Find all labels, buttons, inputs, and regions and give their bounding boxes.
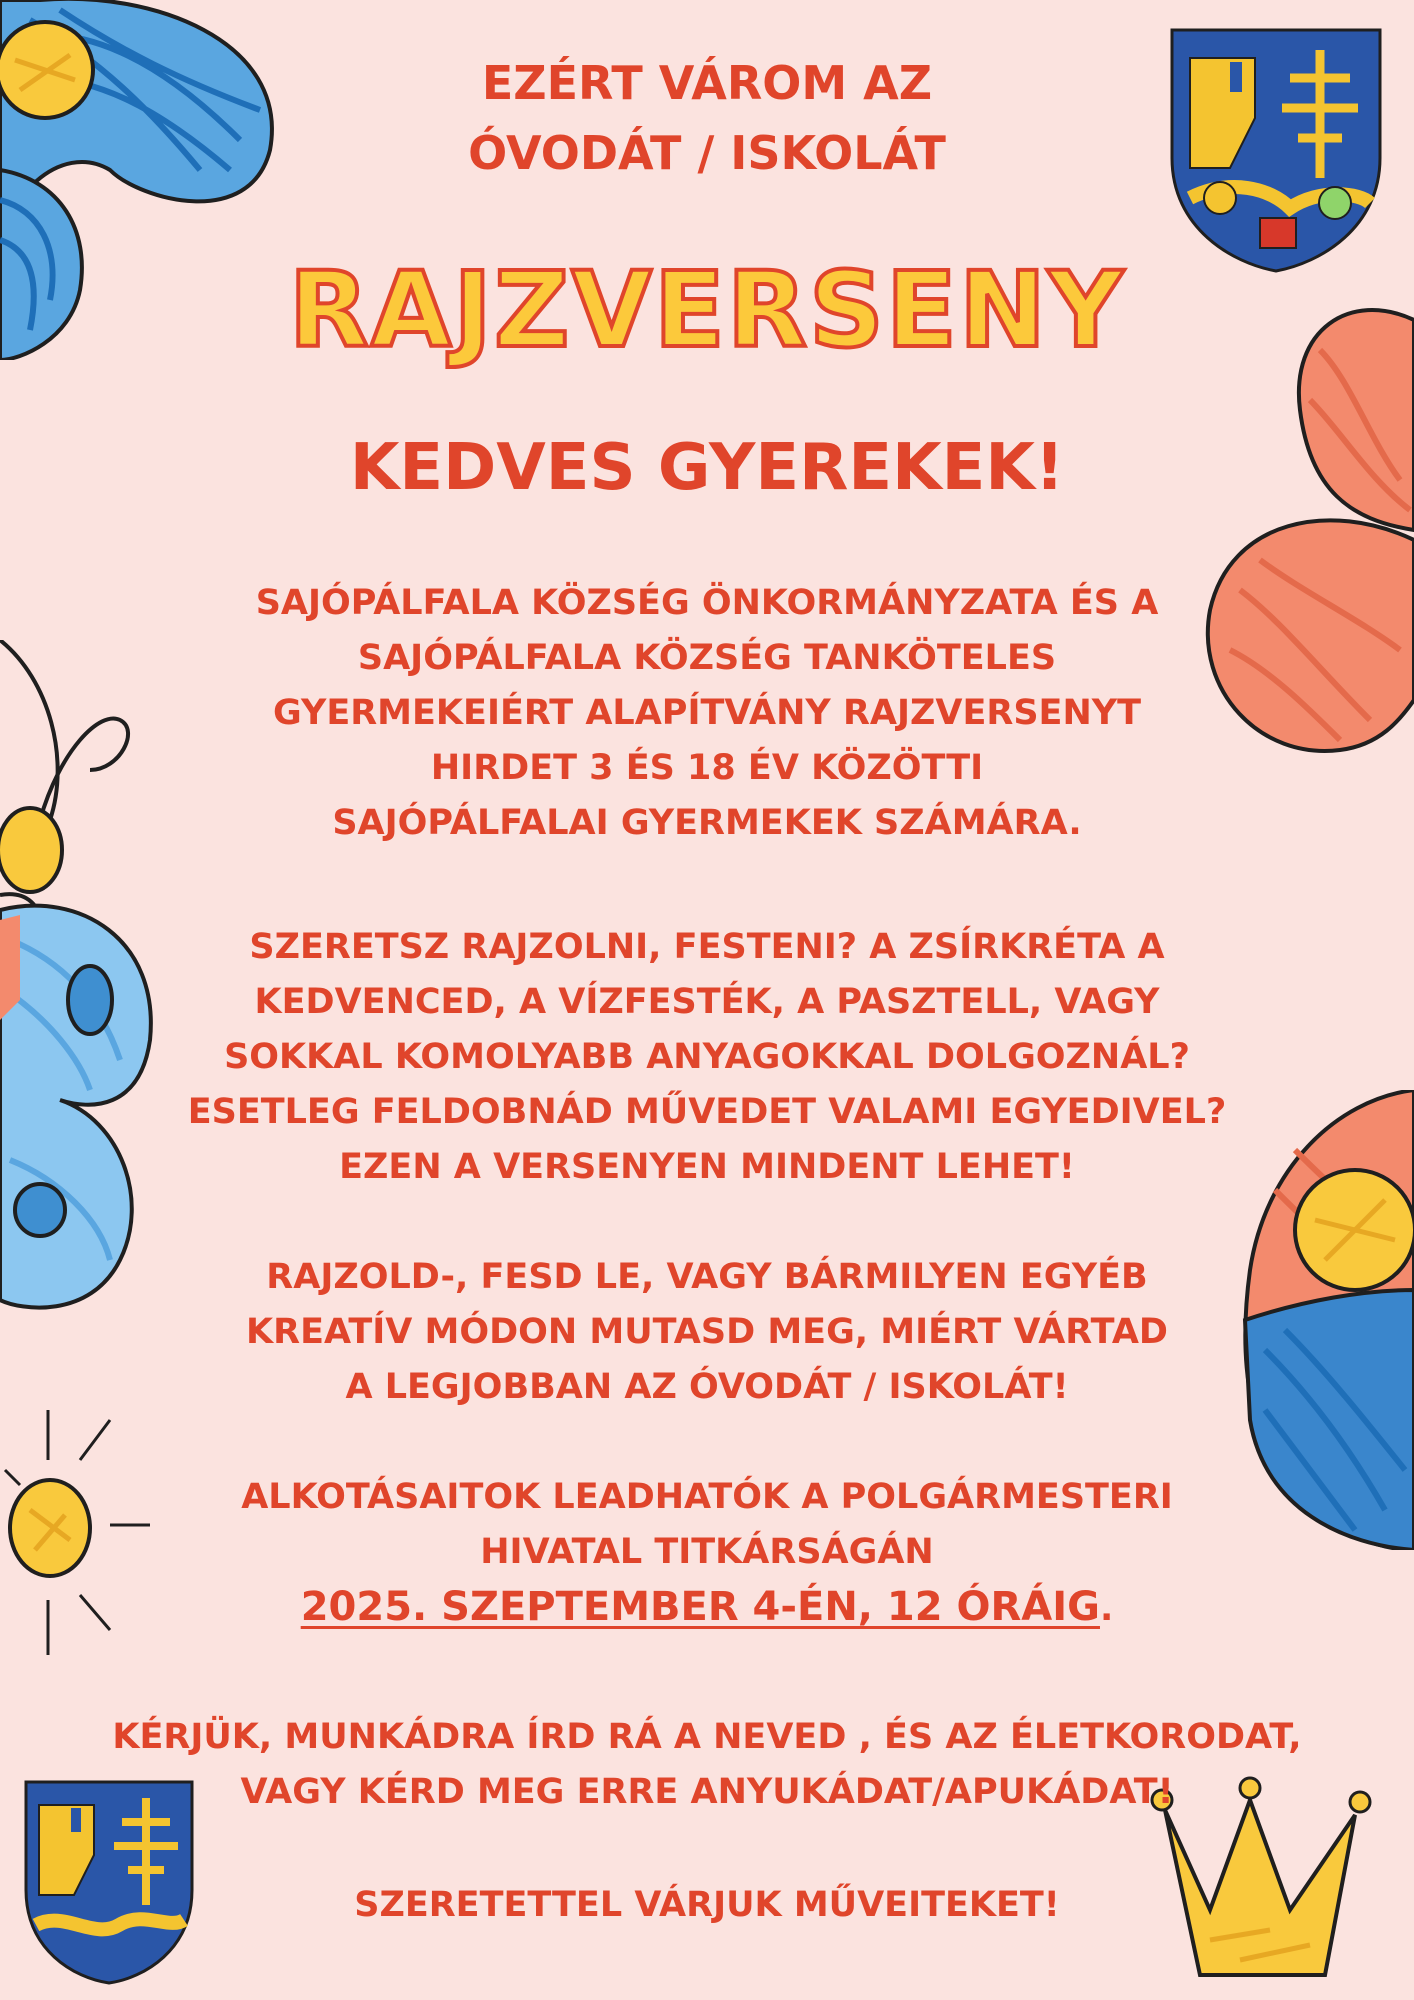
paragraph-line: EZEN A VERSENYEN MINDENT LEHET!	[339, 1147, 1075, 1187]
deadline-line	[0, 1580, 1414, 1637]
paragraph-line: VAGY KÉRD MEG ERRE ANYUKÁDAT/APUKÁDAT!	[240, 1772, 1174, 1812]
header-title	[0, 48, 1414, 188]
paragraph-line: SOKKAL KOMOLYABB ANYAGOKKAL DOLGOZNÁL?	[224, 1037, 1190, 1077]
question-paragraph	[0, 920, 1414, 1195]
intro-paragraph	[0, 576, 1414, 851]
paragraph-line: SAJÓPÁLFALA KÖZSÉG ÖNKORMÁNYZATA ÉS A	[255, 583, 1159, 623]
paragraph-line: SAJÓPÁLFALA KÖZSÉG TANKÖTELES	[357, 638, 1057, 678]
request-paragraph	[0, 1710, 1414, 1820]
closing-text: SZERETETTEL VÁRJUK MŰVEITEKET!	[354, 1885, 1060, 1925]
paragraph-line: SAJÓPÁLFALAI GYERMEKEK SZÁMÁRA.	[332, 803, 1082, 843]
deadline-text: 2025. SZEPTEMBER 4-ÉN, 12 ÓRÁIG	[300, 1584, 1100, 1630]
paragraph-line: HIVATAL TITKÁRSÁGÁN	[480, 1532, 934, 1572]
paragraph-line: RAJZOLD-, FESD LE, VAGY BÁRMILYEN EGYÉB	[266, 1257, 1148, 1297]
paragraph-line: KÉRJÜK, MUNKÁDRA ÍRD RÁ A NEVED , ÉS AZ ÉLETKORODAT,	[112, 1717, 1302, 1757]
greeting: KEDVES GYEREKEK!	[349, 431, 1065, 505]
paragraph-line: ALKOTÁSAITOK LEADHATÓK A POLGÁRMESTERI	[241, 1477, 1173, 1517]
task-paragraph	[0, 1250, 1414, 1415]
page-title: RAJZVERSENY	[288, 249, 1126, 371]
paragraph-line: SZERETSZ RAJZOLNI, FESTENI? A ZSÍRKRÉTA A	[249, 927, 1165, 967]
header-line: EZÉRT VÁROM AZ	[481, 56, 933, 110]
paragraph-line: ESETLEG FELDOBNÁD MŰVEDET VALAMI EGYEDIVEL?	[187, 1092, 1227, 1132]
submission-paragraph	[0, 1470, 1414, 1637]
paragraph-line: GYERMEKEIÉRT ALAPÍTVÁNY RAJZVERSENYT	[273, 693, 1141, 733]
header-line: ÓVODÁT / ISKOLÁT	[468, 126, 946, 180]
paragraph-line: KEDVENCED, A VÍZFESTÉK, A PASZTELL, VAGY	[254, 982, 1160, 1022]
paragraph-line: HIRDET 3 ÉS 18 ÉV KÖZÖTTI	[430, 748, 984, 788]
paragraph-line: KREATÍV MÓDON MUTASD MEG, MIÉRT VÁRTAD	[246, 1312, 1168, 1352]
deadline-suffix: .	[1099, 1589, 1114, 1629]
paragraph-line: A LEGJOBBAN AZ ÓVODÁT / ISKOLÁT!	[345, 1367, 1069, 1407]
